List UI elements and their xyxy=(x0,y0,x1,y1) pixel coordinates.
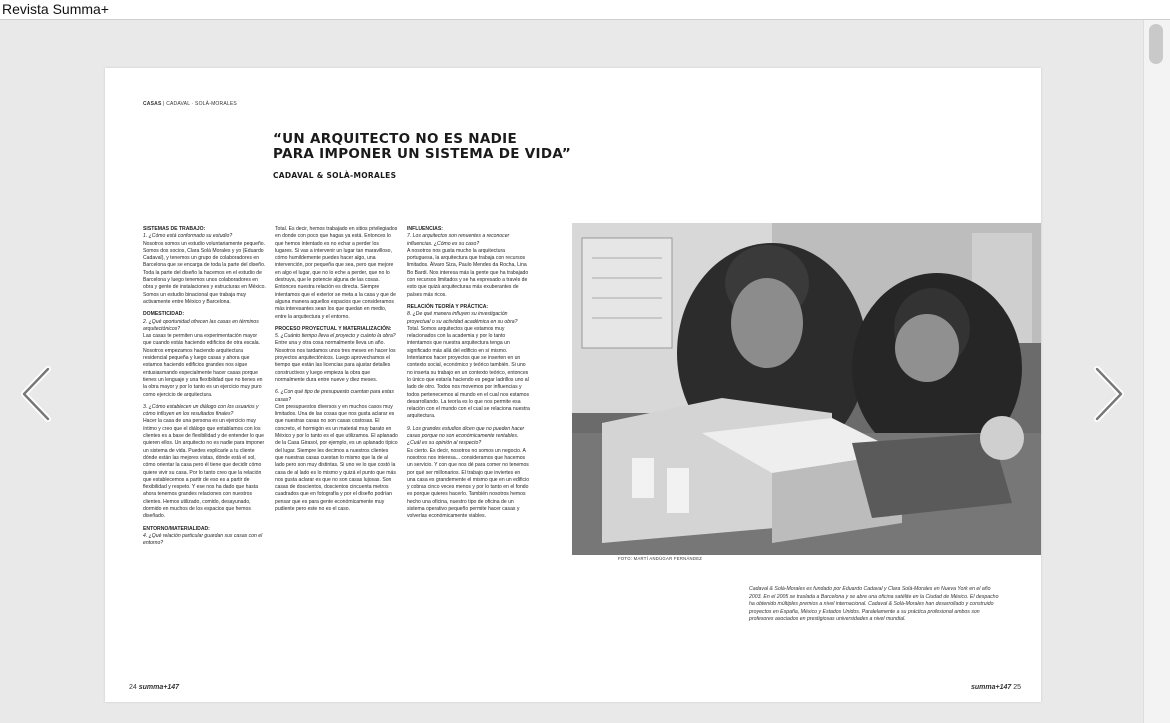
chevron-left-icon[interactable] xyxy=(18,366,54,422)
photo-caption: Cadaval & Solà-Morales es fundado por Eduardo Cadaval y Clara Solà-Morales en Nueva York en el año 2003. En el 2005 se traslada a Barcelona y se abre una oficina satélite en la Ciudad de México. El despacho ha obtenido múltiples premios a nivel internacional. Cadaval & Solà-Morales han desarrollado y construido proyectos en España, México y Estados Unidos. Paralelamente a su práctica profesional ambos son profesores asociados en prestigiosas universidades a nivel mundial. xyxy=(749,586,999,623)
footer-right xyxy=(971,684,1021,691)
article-headline xyxy=(273,132,603,162)
magazine-name-left: summa+147 xyxy=(138,684,180,691)
section-heading: DOMESTICIDAD: xyxy=(143,311,185,318)
answer: Total. Somos arquitectos que estamos muy relacionados con la academia y por lo tanto intentamos que nuestra arquitectura tenga un significado más allá del edificio en sí mismo. Intentamos hacer proyectos que se inserten en un contexto social, económico y teórico también. Si uno no inserta su trabajo en un contexto teórico, entonces lo único que estaría haciendo es pegar ladrillos uno al lado de otro. Todos nos movemos por influencias y todos pertenecemos al mundo en el cual nos estamos desarrollando. La teoría es lo que nos permite esa relación con el mundo con el cual se relaciona nuestra arquitectura. xyxy=(407,325,530,420)
answer: Con presupuestos diversos y en muchos casos muy limitados. Una de las cosas que nos gusta aclarar es que nuestras casas no son casas costosas. El concreto, el hormigón es un material muy barato en México y por lo tanto es el que utilizamos. El aplanado de la Casa Girasol, por ejemplo, es un aplanado típico del lugar. Siempre les decimos a nuestros clientes que nuestras casas cuestan lo mismo que la de al lado pero son muy distintas. Si uno ve lo que costó la casa de al lado es lo mismo y quizá el punto que más nos gusta aclarar es que no son casas lujosas. Son casas de doscientos, doscientos cincuenta metros cuadrados que en fotografía y por el diseño podrían pensar que es para gente económicamente muy pudiente pero este no es el caso. xyxy=(275,403,398,512)
question: 4. ¿Qué relación particular guardan sus casas con el entorno? xyxy=(143,532,263,547)
headline-line-2: PARA IMPONER UN SISTEMA DE VIDA” xyxy=(273,146,572,162)
question: 8. ¿De qué manera influyen su investigación proyectual o su actividad académica en su obra? xyxy=(407,311,518,325)
section-heading: PROCESO PROYECTUAL Y MATERIALIZACIÓN: xyxy=(275,325,392,332)
section-label: CASAS | CADAVAL · SOLÀ-MORALES xyxy=(143,101,237,107)
answer: A nosotros nos gusta mucho la arquitectura portuguesa, la arquitectura que trabaja con recursos limitados. Álvaro Siza, Paulo Mendes da Rocha, Lina Bo Bardi. Nos interesa más la gente que ha trabajado con recursos limitados y se ha expresado a través de esto que quizá arquitecturas más exuberantes de países más ricos. xyxy=(407,247,529,298)
chevron-right-icon[interactable] xyxy=(1091,366,1127,422)
answer: Hacer la casa de una persona es un ejercicio muy íntimo y creo que el diálogo que entablamos con los clientes es a base de flexibilidad y de entender lo que quieren ellos. Un arquitecto no es nadie para imponer un sistema de vida. Puedes explicarle a tu cliente dónde están las mejores vistas, dónde está el sol, cómo orientar la casa pero él tiene que decidir cómo quiere vivir su casa. Por lo tanto creo que la relación que establecemos a partir de eso es a partir de flexibilidad y respeto. Y ese nos ha dado que hasta ahora tenemos grandes relaciones con nuestros clientes. Hemos utilizado, comido, desayunado, dormido en muchos de los espacios que hemos diseñado. xyxy=(143,418,265,520)
architects-photo xyxy=(572,223,1041,555)
question: 1. ¿Cómo está conformado su estudio? xyxy=(143,233,233,240)
question: 2. ¿Qué oportunidad ofrecen las casas en términos arquitectónicos? xyxy=(143,318,259,332)
text-column-1 xyxy=(143,226,266,547)
photo-credit: FOTO: MARTÍ ANDÚGAR FERNÁNDEZ xyxy=(618,556,703,561)
section-heading: RELACIÓN TEORÍA Y PRÁCTICA: xyxy=(407,303,489,310)
section-sub: CADAVAL · SOLÀ-MORALES xyxy=(166,101,237,107)
article-author: CADAVAL & SOLÀ-MORALES xyxy=(273,171,397,180)
question: 7. Los arquitectos son renuentes a reconocer influencias. ¿Cómo es su caso? xyxy=(407,233,510,247)
answer: Nosotros somos un estudio voluntariamente pequeño. Somos dos socios, Clara Solà Morales y yo (Eduardo Cadaval), y tenemos un grupo de colaboradores en Barcelona que se encarga de toda la parte del diseño. Toda la parte del diseño la hacemos en el estudio de Barcelona y luego tenemos unos colaboradores en obra y gente de instalaciones y estructuras en México. Somos un estudio binacional que trabaja muy activamente entre México y Barcelona. xyxy=(143,240,266,305)
magazine-name-right: summa+147 xyxy=(971,684,1012,691)
window-title: Revista Summa+ xyxy=(2,1,109,17)
answer: Es cierto. Es decir, nosotros no somos un negocio. A nosotros nos interesa... consideramos que hacemos un servicio. Y con que nos dé para comer no tenemos por qué ser millonarios. El trabajo que inviertes en una casa es grandemente el mismo que en un edificio y cobras cinco veces menos y por lo tanto en el fondo es porque quieres hacerlo. También nosotros hemos hecho una oficina, nuestro tipo de oficina de un sistema operativo pequeño permite hacer casas y volverlas económicamente viables. xyxy=(407,447,530,520)
section-heading: ENTORNO/MATERIALIDAD: xyxy=(143,525,210,532)
answer: Las casas te permiten una experimentación mayor que cuando estás haciendo edificios de otra escala. Nosotros empezamos haciendo arquitectura residencial pequeña y luego casas y ahora que estamos haciendo edificios grandes nos sigue entusiasmando especialmente hacer casas porque tienes un lenguaje y una flexibilidad que no tienes en la obra mayor y por lo tanto es un ejercicio muy puro como ejercicio de arquitectura. xyxy=(143,333,263,398)
page-number-right: 25 xyxy=(1013,684,1022,691)
page-number-left: 24 xyxy=(129,684,137,691)
scrollbar-track[interactable] xyxy=(1143,20,1170,723)
magazine-spread xyxy=(105,68,1041,702)
answer: Total. Es decir, hemos trabajado en sitios privilegiados en donde con poco que hagas ya está. Entonces lo que hemos intentado es no echar a perder los lugares. Si vas a intervenir un lugar tan maravilloso, cómo humildemente puedes hacer algo, una intervención, por pequeña que sea, pero que mejore en algo el lugar, que no lo eche a perder, que no lo destruya, que le potencie alguna de las cosas. Entonces nuestra relación es directa. Siempre intentamos que el exterior se meta a la casa y que de alguna manera aquellos espacios que consideramos más interesantes sean los que quedan en medio, entre la arquitectura y el entorno. xyxy=(275,226,398,320)
question: 9. Los grandes estudios dicen que no pueden hacer casas porque no son económicamente rentables. ¿Cuál es su opinión al respecto? xyxy=(407,425,525,447)
footer-left xyxy=(129,684,179,691)
scrollbar-thumb[interactable] xyxy=(1149,24,1163,64)
text-column-3 xyxy=(407,226,530,521)
photo-image xyxy=(572,223,1041,555)
question: 3. ¿Cómo establecen un diálogo con los usuarios y cómo influyen en los resultados finales? xyxy=(143,403,259,418)
text-column-2 xyxy=(275,226,398,513)
section-heading: SISTEMAS DE TRABAJO: xyxy=(143,226,206,232)
answer: Entre una y otra cosa normalmente lleva un año. Nosotros nos tardamos unos tres meses en hacer los proyectos arquitectónicos. Luego aprovechamos el tiempo que están las licencias para ajustar detalles constructivos y luego empieza la obra que normalmente dura entre nueve y diez meses. xyxy=(275,340,396,383)
section-heading: INFLUENCIAS: xyxy=(407,226,443,232)
headline-line-1: “UN ARQUITECTO NO ES NADIE xyxy=(273,131,517,147)
question: 6. ¿Con qué tipo de presupuesto cuentan para estas casas? xyxy=(275,389,394,403)
section-name: CASAS xyxy=(143,101,162,107)
question: 5. ¿Cuánto tiempo lleva el proyecto y cuánto la obra? xyxy=(275,333,396,340)
window-titlebar xyxy=(0,0,1170,20)
